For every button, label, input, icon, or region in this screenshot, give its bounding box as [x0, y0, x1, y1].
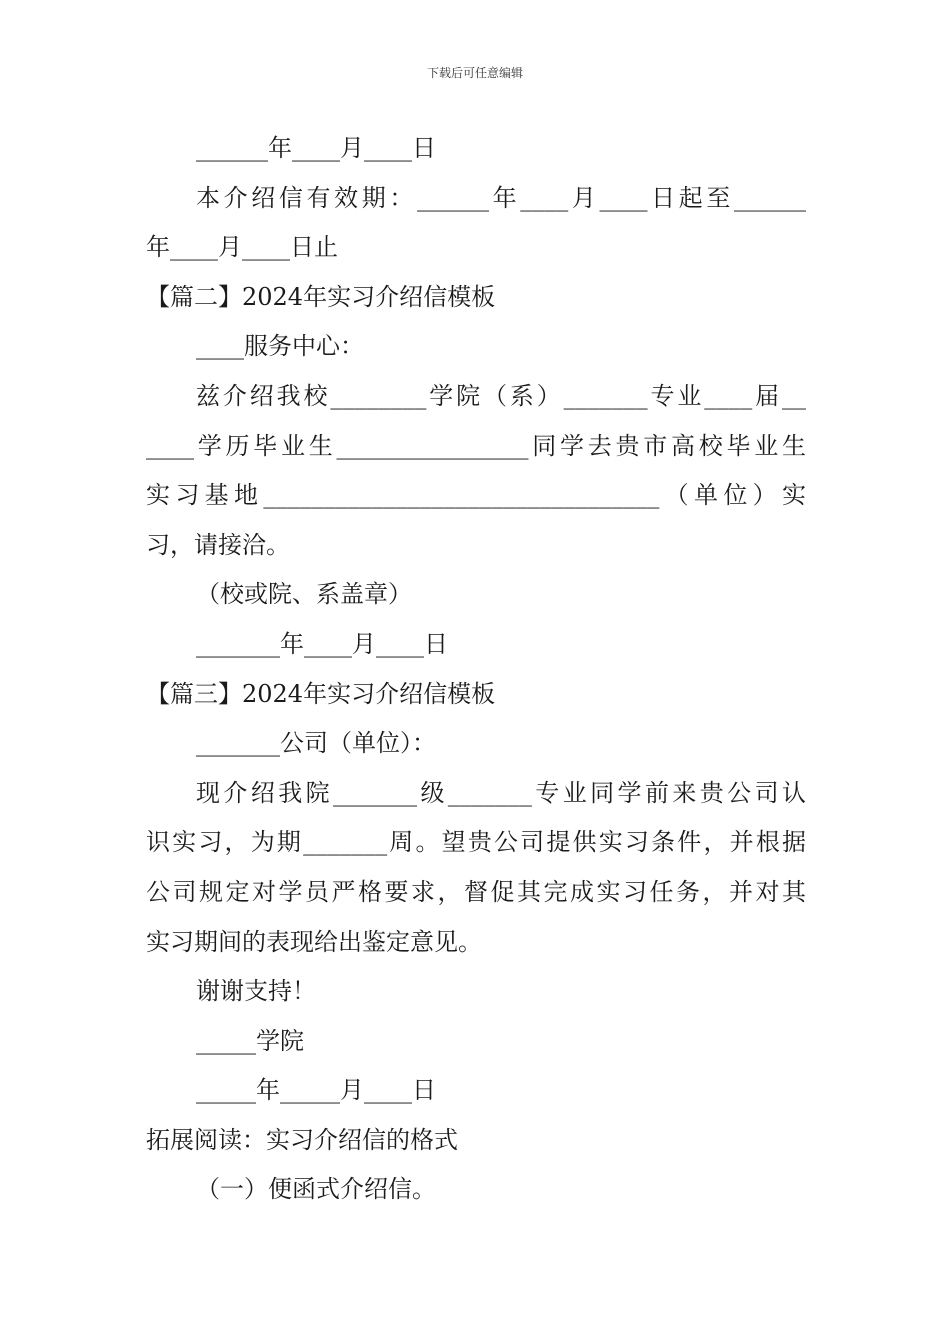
validity-end-line: 年____月____日止	[146, 233, 338, 262]
body-line-2a: 兹介绍我校________学院（系）_______专业____届__	[196, 381, 806, 410]
section-heading-3: 【篇三】2024年实习介绍信模板	[146, 679, 496, 708]
body-line-3d: 实习期间的表现给出鉴定意见。	[146, 927, 482, 956]
format-item-1: （一）便函式介绍信。	[196, 1175, 436, 1204]
signature-line: _____学院	[196, 1026, 304, 1055]
body-line-2d: 习，请接洽。	[146, 530, 290, 559]
document-body	[146, 124, 806, 1215]
page-header: 下载后可任意编辑	[426, 66, 523, 80]
recipient-line-2: ____服务中心：	[196, 332, 364, 361]
body-line-2b: ____学历毕业生________________同学去贵市高校毕业生	[146, 431, 806, 460]
body-line-3b: 识实习，为期_______周。望贵公司提供实习条件，并根据	[146, 828, 806, 857]
seal-line: （校或院、系盖章）	[196, 580, 412, 609]
recipient-line-3: _______公司（单位）：	[196, 729, 436, 758]
date-line-3: _____年_____月____日	[196, 1076, 436, 1105]
extended-reading-heading: 拓展阅读：实习介绍信的格式	[146, 1125, 458, 1154]
body-line-3c: 公司规定对学员严格要求，督促其完成实习任务，并对其	[146, 877, 806, 906]
body-line-2c: 实习基地_________________________________（单位）实	[146, 481, 806, 510]
section-heading-2: 【篇二】2024年实习介绍信模板	[146, 282, 496, 311]
body-line-3a: 现介绍我院_______级_______专业同学前来贵公司认	[196, 778, 806, 807]
date-line-1: ______年____月____日	[196, 134, 436, 162]
validity-line: 本介绍信有效期：______年____月____日起至______	[196, 183, 806, 212]
date-line-2: _______年____月____日	[196, 629, 448, 658]
thanks-line: 谢谢支持！	[196, 977, 316, 1006]
